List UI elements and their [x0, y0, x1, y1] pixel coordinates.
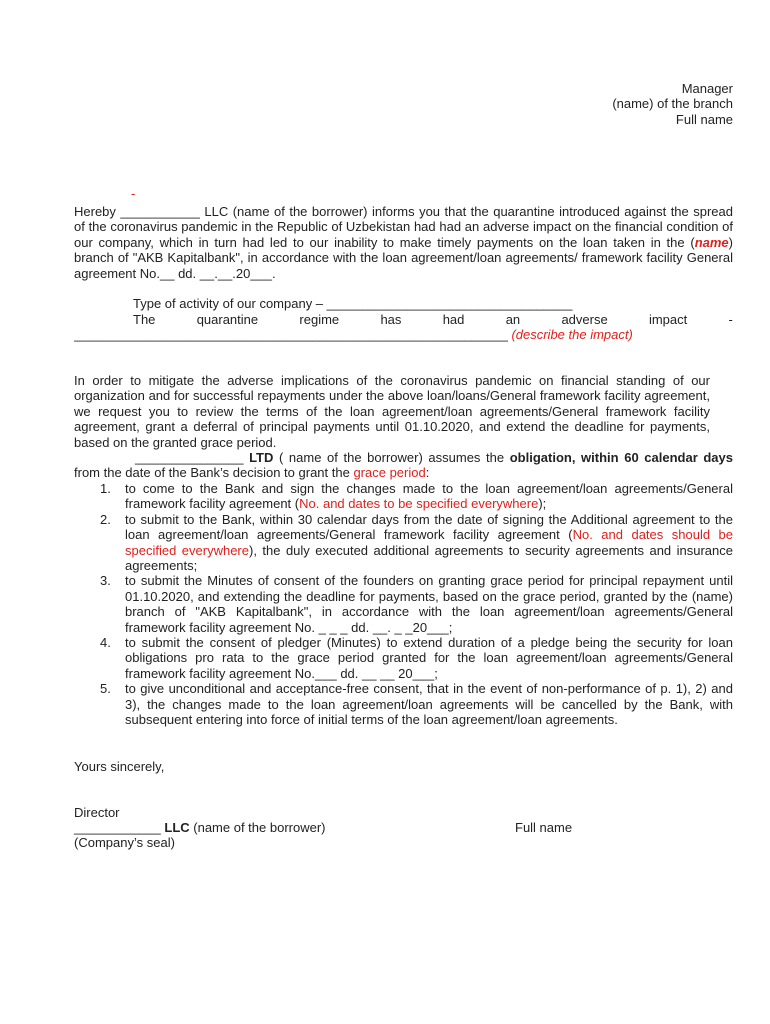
list-item-number: 3. [100, 573, 111, 589]
word-4: has [380, 312, 402, 327]
addressee-manager: Manager [681, 81, 733, 96]
list-item-text: to come to the Bank and sign the changes made to the loan agreement/loan agreements/General framework facility agreement ( [125, 481, 733, 512]
list-item [74, 512, 733, 574]
word-8: impact [648, 312, 688, 327]
request-paragraph: In order to mitigate the adverse implications of the coronavirus pandemic on financial standing of our organization and for successful repayments under the above loan/loans/General framework facility agreement, we request you to review the terms of the loan agreement/loan agreements/General framework facility agreement, grant a deferral of principal payments until 01.10.2020, and extend the deadline for payments, based on the granted grace period. [74, 373, 710, 450]
list-item [74, 573, 733, 635]
closing-sincerely: Yours sincerely, [74, 759, 165, 774]
signature-llc: LLC [164, 820, 190, 835]
grace-period-term: grace period [353, 465, 426, 481]
red-dash-mark: - [131, 186, 136, 201]
signature-line [74, 820, 326, 835]
addressee-full-name: Full name [675, 111, 733, 127]
obligation-bold-phrase: obligation, within 60 calendar days [509, 450, 733, 465]
word-3: regime [299, 312, 340, 327]
word-6: an [505, 312, 521, 327]
signature-full-name: Full name [515, 820, 573, 835]
obligation-text-b: from the date of the Bank’s decision to grant the [74, 465, 354, 481]
list-item-text: to submit the Minutes of consent of the founders on granting grace period for principal repayment until 01.10.2020, and extending the deadline for payments, based on the grace period, granted by the (name) branch of "AKB Kapitalbank", in accordance with the loan agreement/loan agreements/General framework facility agreement No. _ _ _ dd. __. _ _20___; [125, 573, 733, 635]
obligations-list [74, 481, 733, 728]
obligation-blank: _______________ [135, 450, 250, 465]
intro-name-placeholder: name [694, 234, 729, 250]
impact-line [74, 327, 733, 342]
quarantine-regime-line [133, 312, 733, 327]
intro-text-a: Hereby ___________ LLC (name of the borrower) informs you that the quarantine introduced against the spread of the coronavirus pandemic in the Republic of Uzbekistan had had an adverse impact on the financial condition of our company, which in turn had led to our inability to make timely payments on the loan taken in the ( [74, 204, 733, 250]
list-item-text: to submit to the Bank, within 30 calendar days from the date of signing the Additional agreement to the loan agreement/loan agreements/General framework facility agreement ( [125, 511, 733, 543]
list-item-number: 1. [100, 481, 111, 496]
intro-text-b: ) branch of "AKB Kapitalbank", in accordance with the loan agreement/loan agreements/ framework facility General agreement No.__ dd. __.__.20___. [74, 234, 733, 281]
obligation-text-a: ( name of the borrower) assumes the [273, 450, 510, 465]
list-item-text-end: ), the duly executed additional agreements to security agreements and insurance agreements; [125, 542, 733, 574]
list-item-number: 4. [100, 635, 111, 651]
intro-paragraph [74, 204, 733, 281]
signature-borrower: (name of the borrower) [189, 820, 326, 835]
list-item-red-note: No. and dates to be specified everywhere [299, 496, 539, 512]
list-item-text: to submit the consent of pledger (Minutes) to extend duration of a pledge being the security for loan obligations pro rata to the grace period granted for the loan agreement/loan agreements/General framework facility agreement No.___ dd. __ __ 20___; [125, 635, 733, 681]
word-9: - [728, 312, 733, 327]
activity-type-line: Type of activity of our company – __________________________________ [133, 296, 573, 311]
signature-blank: ____________ [74, 820, 165, 835]
impact-underline: ____________________________________________________________ [74, 327, 508, 342]
list-item-number: 5. [100, 681, 111, 697]
signatory-title: Director [74, 805, 120, 820]
describe-impact-hint: (describe the impact) [511, 327, 633, 342]
list-item-number: 2. [100, 511, 111, 527]
obligation-paragraph [74, 450, 733, 481]
list-item [74, 681, 733, 727]
list-item [74, 635, 733, 681]
word-1: The [133, 312, 156, 327]
addressee-branch: (name) of the branch [612, 96, 733, 112]
word-2: quarantine [196, 312, 259, 327]
list-item-text: to give unconditional and acceptance-free consent, that in the event of non-performance of p. 1), 2) and 3), the changes made to the loan agreement/loan agreements will be cancelled by the Bank, with subsequent entering into force of initial terms of the loan agreement/loan agreements. [125, 681, 733, 728]
word-5: had [442, 312, 465, 327]
list-item [74, 481, 733, 512]
company-seal-label: (Company’s seal) [74, 835, 175, 850]
list-item-red-note: No. and dates should be specified everywhere [125, 527, 734, 558]
list-item-text-end: ); [538, 496, 547, 512]
word-7: adverse [561, 312, 608, 327]
obligation-colon: : [425, 465, 430, 481]
obligation-ltd: LTD [249, 450, 274, 465]
addressee-block [433, 81, 733, 127]
